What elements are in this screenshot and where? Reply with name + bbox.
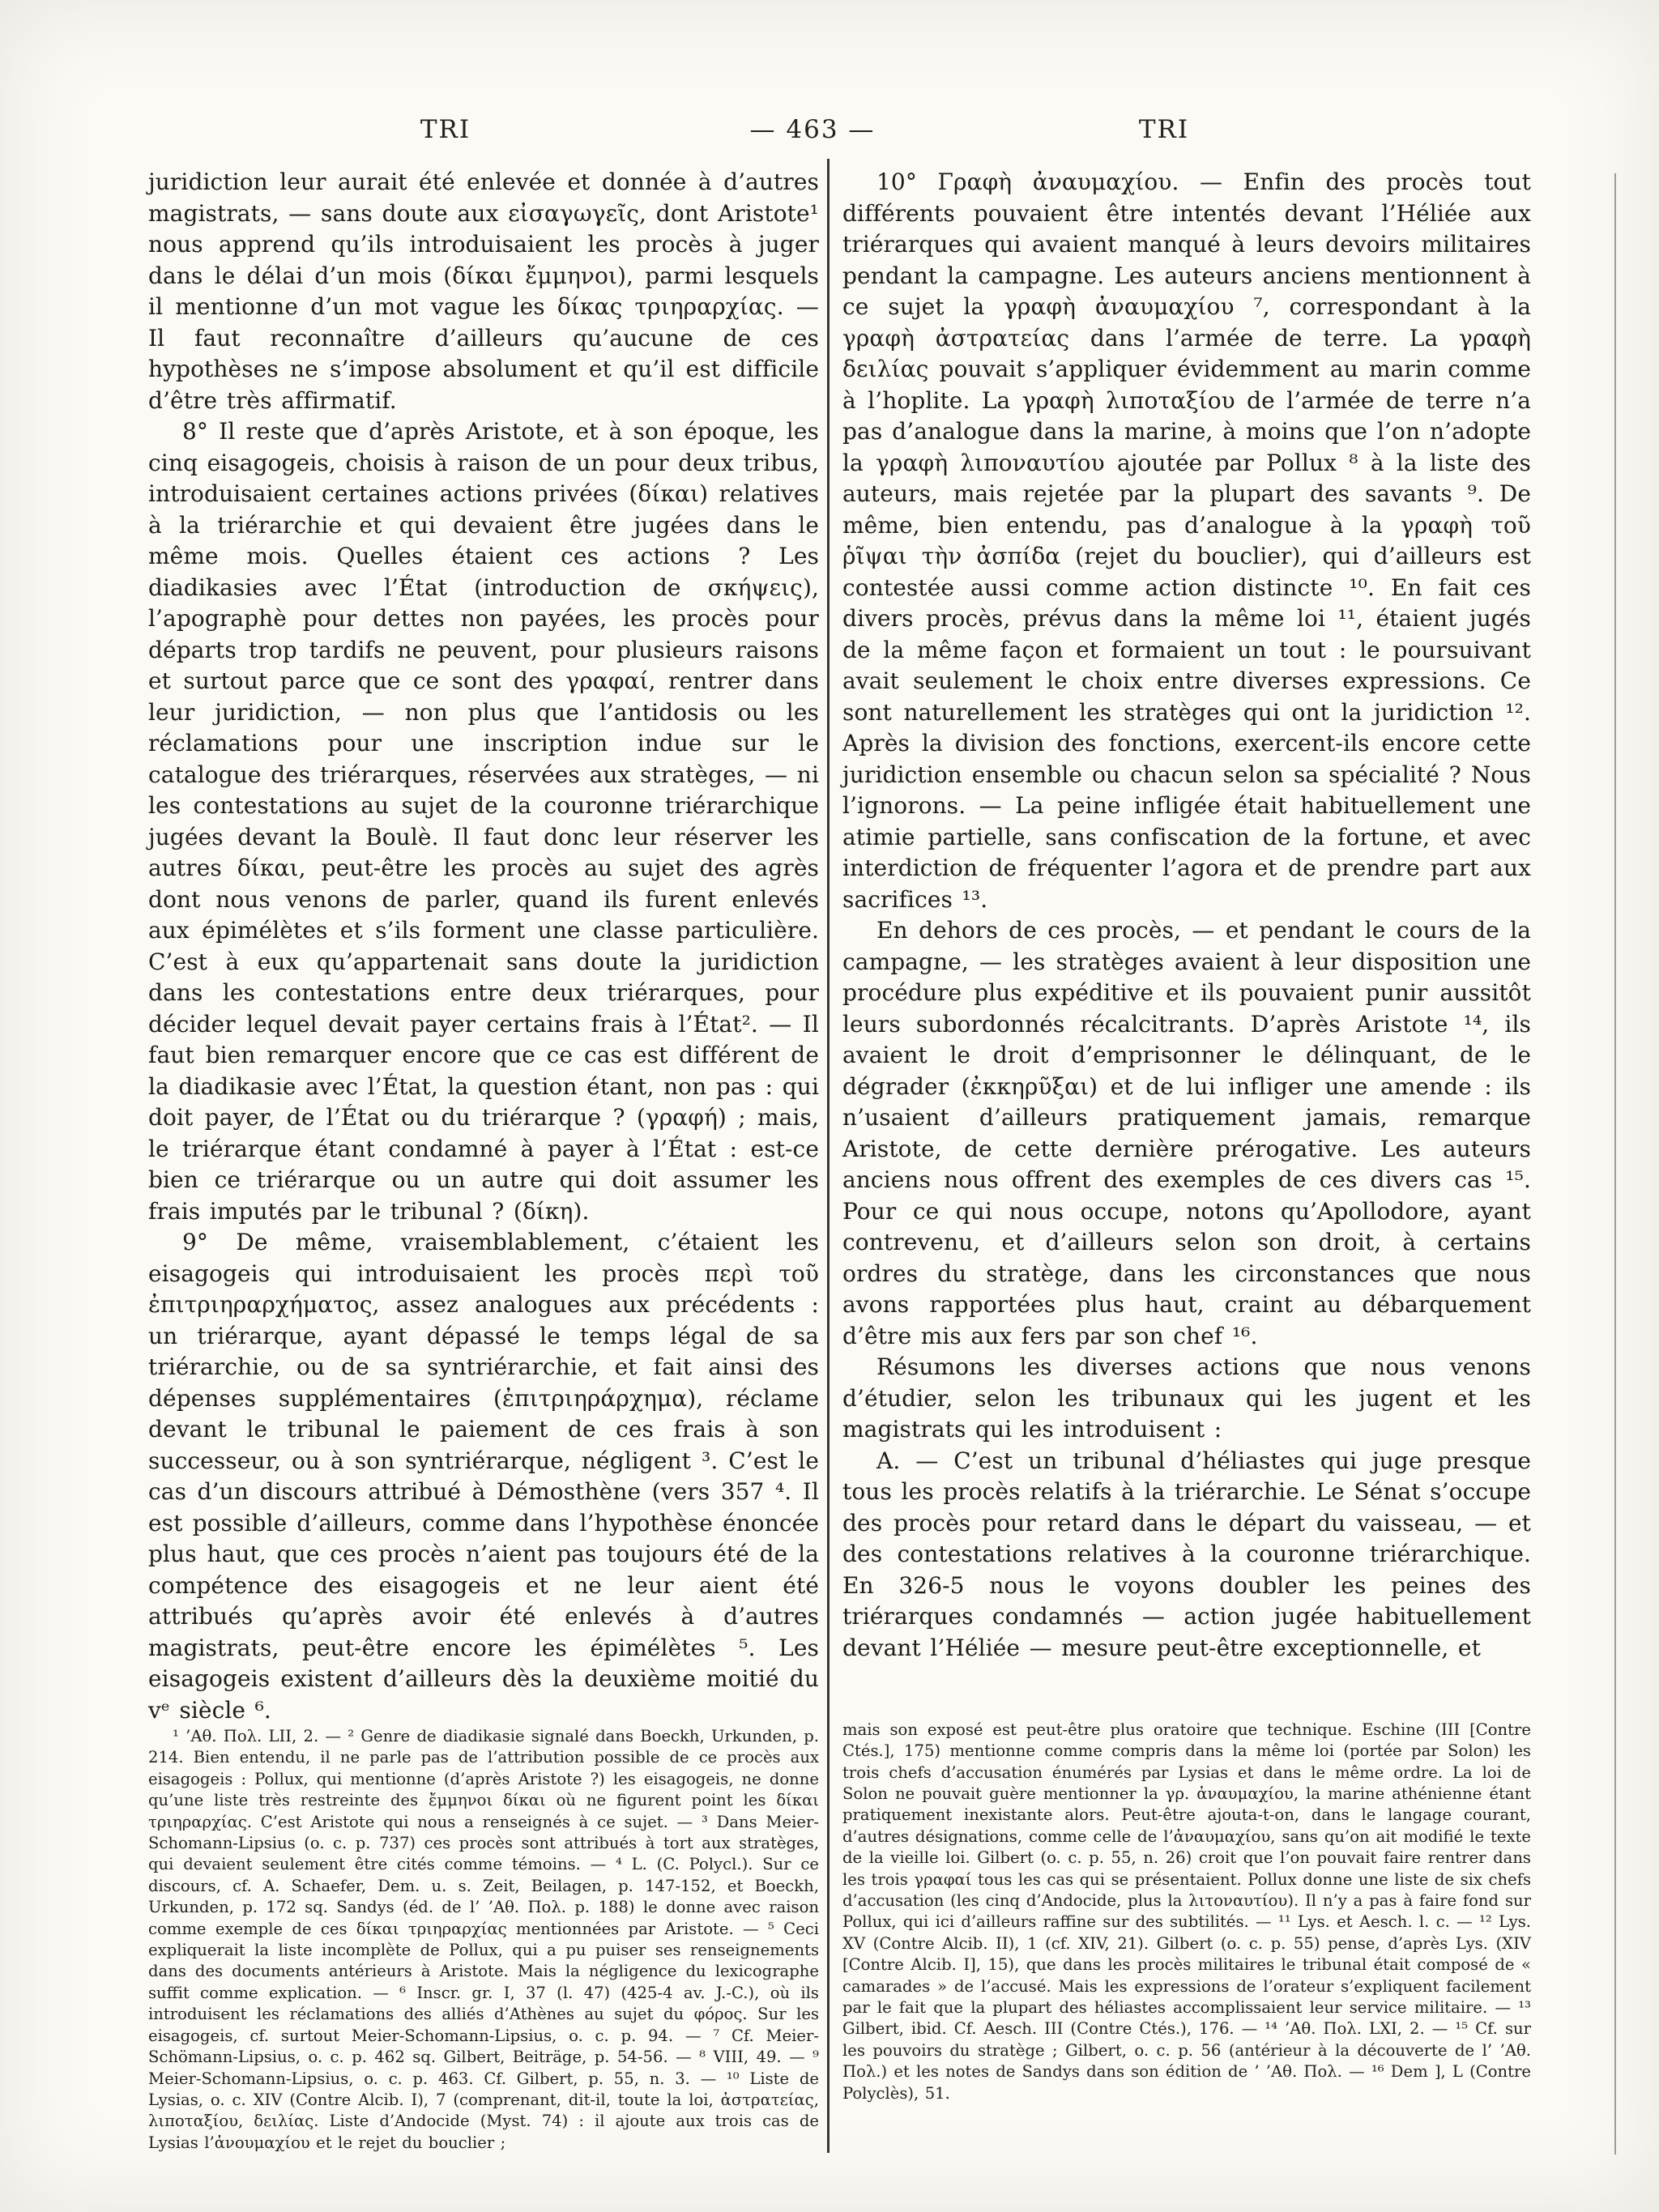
body-paragraph-en-dehors: En dehors de ces procès, — et pendant le cours de la campagne, — les stratèges avaient à leur disposition une procédure plus expéditive et ils pouvaient punir aussitôt leurs subordonnés récalcitrants. D’après Aristote ¹⁴, ils avaient le droit d’emprisonner le délinquant, de le dégrader (ἐκκηρῦξαι) et de lui infliger une amende : ils n’usaient d’ailleurs pratiquement jamais, remarque Aristote, de cette dernière prérogative. Les auteurs anciens nous offrent des exemples de ces divers cas ¹⁵. Pour ce qui nous occupe, notons qu’Apollodore, ayant contrevenu, et d’ailleurs selon son droit, à certains ordres du stratège, dans les circonstances que nous avons rapportées plus haut, craint au débarquement d’être mis aux fers par son chef ¹⁶. xyxy=(842,917,1531,1349)
running-title-right: TRI xyxy=(1138,115,1190,144)
body-paragraph-continuation: juridiction leur aurait été enlevée et donnée à d’autres magistrats, — sans doute aux εἰσαγωγεῖς, dont Aristote¹ nous apprend qu’ils introduisaient les procès à juger dans le délai d’un mois (δίκαι ἔμμηνοι), parmi lesquels il mentionne d’un mot vague les δίκας τριηραρχίας. — Il faut reconnaître d’ailleurs qu’aucune de ces hypothèses ne s’impose absolument et qu’il est difficile d’être très affirmatif. xyxy=(148,168,819,414)
right-column xyxy=(842,167,1531,2104)
running-title-left: TRI xyxy=(420,115,471,144)
body-paragraph-resumons: Résumons les diverses actions que nous venons d’étudier, selon les tribunaux qui les jugent et les magistrats qui les introduisent : xyxy=(842,1353,1531,1443)
page-content xyxy=(0,167,1659,2159)
left-column xyxy=(148,167,819,2152)
body-paragraph-section-10: 10° Γραφὴ ἀναυμαχίου. — Enfin des procès tout différents pouvaient être intentés devant l’Héliée aux triérarques qui avaient manqué à leurs devoirs militaires pendant la campagne. Les auteurs anciens mentionnent à ce sujet la γραφὴ ἀναυμαχίου ⁷, correspondant à la γραφὴ ἀστρατείας dans l’armée de terre. La γραφὴ δειλίας pouvait s’appliquer évidemment au marin comme à l’hoplite. La γραφὴ λιποταξίου de l’armée de terre n’a pas d’analogue dans la marine, à moins que l’on n’adopte la γραφὴ λιποναυτίου ajoutée par Pollux ⁸ à la liste des auteurs, mais rejetée par la plupart des savants ⁹. De même, bien entendu, pas d’analogue à la γραφὴ τοῦ ῥῖψαι τὴν ἀσπίδα (rejet du bouclier), qui d’ailleurs est contestée aussi comme action distincte ¹⁰. En fait ces divers procès, prévus dans la même loi ¹¹, étaient jugés de la même façon et formaient un tout : le poursuivant avait seulement le choix entre diverses expressions. Ce sont naturellement les stratèges qui ont la juridiction ¹². Après la division des fonctions, exercent-ils encore cette juridiction ensemble ou chacun selon sa spécialité ? Nous l’ignorons. — La peine infligée était habituellement une atimie partielle, sans confiscation de la fortune, et avec interdiction de fréquenter l’agora et de prendre part aux sacrifices ¹³. xyxy=(842,168,1531,913)
page-number: — 463 — xyxy=(749,115,876,144)
body-paragraph-section-9: 9° De même, vraisemblablement, c’étaient les eisagogeis qui introduisaient les procès περὶ τοῦ ἐπιτριηραρχήματος, assez analogues aux précédents : un triérarque, ayant dépassé le temps légal de sa triérarchie, ou de sa syntriérarchie, et fait ainsi des dépenses supplémentaires (ἐπιτριηράρχημα), réclame devant le tribunal le paiement de ces frais à son successeur, ou à son syntriérarque, négligent ³. C’est le cas d’un discours attribué à Démosthène (vers 357 ⁴. Il est possible d’ailleurs, comme dans l’hypothèse énoncée plus haut, que ces procès n’aient pas toujours été de la compétence des eisagogeis et ne leur aient été attribués qu’après avoir été enlevés à d’autres magistrats, peut-être encore les épimélètes ⁵. Les eisagogeis existent d’ailleurs dès la deuxième moitié du vᵉ siècle ⁶. xyxy=(148,1229,819,1724)
footnotes-left: ¹ ’Αθ. Πολ. LII, 2. — ² Genre de diadikasie signalé dans Boeckh, Urkunden, p. 214. Bien entendu, il ne parle pas de l’attribution possible de ce procès aux eisagogeis : Pollux, qui mentionne (d’après Aristote ?) les eisagogeis, ne donne qu’une liste très restreinte des ἔμμηνοι δίκαι où ne figurent point les δίκαι τριηραρχίας. C’est Aristote qui nous a renseignés à ce sujet. — ³ Dans Meier-Schomann-Lipsius (o. c. p. 737) ces procès sont attribués à tort aux stratèges, qui devaient seulement être cités comme témoins. — ⁴ L. (C. Polycl.). Sur ce discours, cf. A. Schaefer, Dem. u. s. Zeit, Beilagen, p. 147-152, et Boeckh, Urkunden, p. 172 sq. Sandys (éd. de l’ ’Αθ. Πολ. p. 188) le donne avec raison comme exemple de ces δίκαι τριηραρχίας mentionnées par Aristote. — ⁵ Ceci expliquerait la liste incomplète de Pollux, qui a pu puiser ses renseignements dans des documents antérieurs à Aristote. Mais la négligence du lexicographe suffit comme explication. — ⁶ Inscr. gr. I, 37 (l. 47) (425-4 av. J.-C.), où ils introduisent les réclamations des alliés d’Athènes au sujet du φόρος. Sur les eisagogeis, cf. surtout Meier-Schomann-Lipsius, o. c. p. 94. — ⁷ Cf. Meier-Schömann-Lipsius, o. c. p. 462 sq. Gilbert, Beiträge, p. 54-56. — ⁸ VIII, 49. — ⁹ Meier-Schomann-Lipsius, o. c. p. 463. Cf. Gilbert, p. 55, n. 3. — ¹⁰ Liste de Lysias, o. c. XIV (Contre Alcib. I), 7 (comprenant, dit-il, toute la loi, ἀστρατείας, λιποταξίου, δειλίας. Liste d’Andocide (Myst. 74) : il ajoute aux trois cas de Lysias l’ἀνουμαχίου et le rejet du bouclier ; xyxy=(148,1727,819,2152)
body-paragraph-tribunal-a: A. — C’est un tribunal d’héliastes qui juge presque tous les procès relatifs à la triérarchie. Le Sénat s’occupe des procès pour retard dans le départ du vaisseau, — et des contestations relatives à la couronne triérarchique. En 326-5 nous le voyons doubler les peines des triérarques condamnés — action jugée habituellement devant l’Héliée — mesure peut-être exceptionnelle, et xyxy=(842,1447,1531,1661)
body-paragraph-section-8: 8° Il reste que d’après Aristote, et à son époque, les cinq eisagogeis, choisis à raison de un pour deux tribus, introduisaient certaines actions privées (δίκαι) relatives à la triérarchie et qui devaient être jugées dans le même mois. Quelles étaient ces actions ? Les diadikasies avec l’État (introduction de σκήψεις), l’apographè pour dettes non payées, les procès pour départs trop tardifs ne peuvent, pour plusieurs raisons et surtout parce que ce sont des γραφαί, rentrer dans leur juridiction, — non plus que l’antidosis ou les réclamations pour une inscription indue sur le catalogue des triérarques, réservées aux stratèges, — ni les contestations au sujet de la couronne triérarchique jugées devant la Boulè. Il faut donc leur réserver les autres δίκαι, peut-être les procès au sujet des agrès dont nous venons de parler, quand ils furent enlevés aux épimélètes et s’ils forment une classe particulière. C’est à eux qu’appartenait sans doute la juridiction dans les contestations entre deux triérarques, pour décider lequel devait payer certains frais à l’État². — Il faut bien remarquer encore que ce cas est différent de la diadikasie avec l’État, la question étant, non pas : qui doit payer, de l’État ou du triérarque ? (γραφή) ; mais, le triérarque étant condamné à payer à l’État : est-ce bien ce triérarque ou un autre qui doit assumer les frais imputés par le tribunal ? (δίκη). xyxy=(148,418,819,1225)
footnotes-right: mais son exposé est peut-être plus oratoire que technique. Eschine (III [Contre Ctés.], 175) mentionne comme compris dans la même loi (portée par Solon) les trois chefs d’accusation énumérés par Lysias et dans le même ordre. La loi de Solon ne pouvait guère mentionner la γρ. ἀναυμαχίου, la marine athénienne étant pratiquement inexistante alors. Peut-être ajouta-t-on, dans le langage courant, d’autres désignations, comme celle de l’ἀναυμαχίου, sans qu’on ait modifié le texte de la vieille loi. Gilbert (o. c. p. 55, n. 26) croit que l’on pouvait faire rentrer dans les trois γραφαί tous les cas qui se présentaient. Pollux donne une liste de six chefs d’accusation (les cinq d’Andocide, plus la λιτοναυτίου). Il n’y a pas à faire fond sur Pollux, qui ici d’ailleurs raffine sur des subtilités. — ¹¹ Lys. et Aesch. l. c. — ¹² Lys. XV (Contre Alcib. II), 1 (cf. XIV, 21). Gilbert (o. c. p. 55) pense, d’après Lys. (XIV [Contre Alcib. I], 15), que dans les procès militaires le tribunal était composé de « camarades » de l’accusé. Mais les expressions de l’orateur s’expliquent facilement par le fait que la plupart des héliastes accomplissaient leur service militaire. — ¹³ Gilbert, ibid. Cf. Aesch. III (Contre Ctés.), 176. — ¹⁴ ’Αθ. Πολ. LXI, 2. — ¹⁵ Cf. sur les pouvoirs du stratège ; Gilbert, o. c. p. 56 (antérieur à la découverte de l’ ’Αθ. Πολ.) et les notes de Sandys dans son édition de ’ ’Αθ. Πολ. — ¹⁶ Dem ], L (Contre Polyclès), 51. xyxy=(842,1720,1531,2103)
